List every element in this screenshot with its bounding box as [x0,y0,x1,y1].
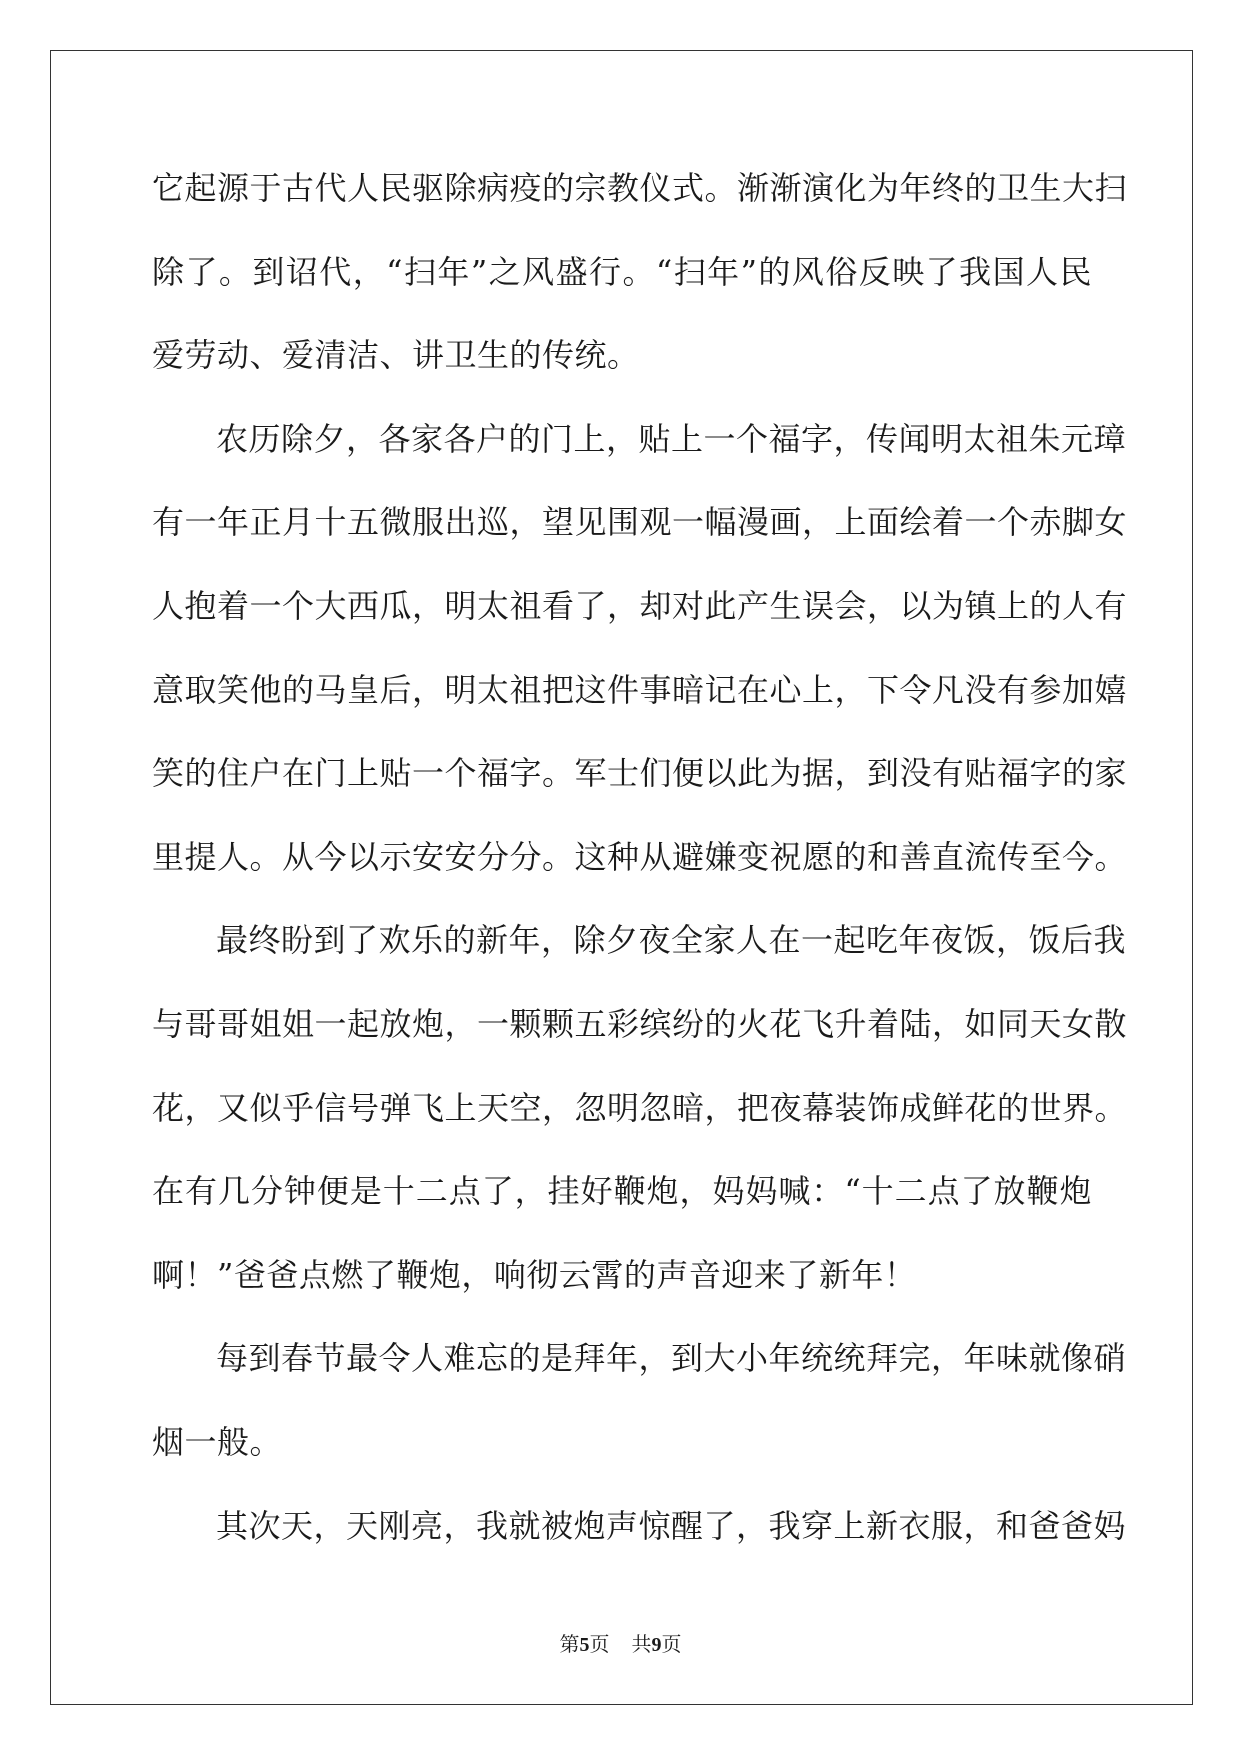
text-line: 在有几分钟便是十二点了，挂好鞭炮，妈妈喊：“十二点了放鞭炮 [152,1172,1092,1211]
total-suffix: 页 [661,1632,682,1656]
text-line: 人抱着一个大西瓜，明太祖看了，却对此产生误会，以为镇上的人有 [152,586,1128,625]
text-line: 每到春节最令人难忘的是拜年，到大小年统统拜完，年味就像硝 [216,1339,1127,1378]
text-line: 与哥哥姐姐一起放炮，一颗颗五彩缤纷的火花飞升着陆，如同天女散 [152,1004,1128,1043]
text-line: 里提人。从今以示安安分分。这种从避嫌变祝愿的和善直流传至今。 [152,837,1128,876]
text-line: 除了。到诏代，“扫年”之风盛行。“扫年”的风俗反映了我国人民 [152,252,1092,291]
total-pages: 9 [651,1634,662,1656]
text-line: 有一年正月十五微服出巡，望见围观一幅漫画，上面绘着一个赤脚女 [152,503,1128,542]
text-line: 其次天，天刚亮，我就被炮声惊醒了，我穿上新衣服，和爸爸妈 [216,1506,1127,1545]
page-prefix: 第 [559,1632,580,1656]
text-line: 最终盼到了欢乐的新年，除夕夜全家人在一起吃年夜饭，饭后我 [216,921,1127,960]
text-line: 啊！”爸爸点燃了鞭炮，响彻云霄的声音迎来了新年！ [152,1255,917,1294]
text-line: 花，又似乎信号弹飞上天空，忽明忽暗，把夜幕装饰成鲜花的世界。 [152,1088,1128,1127]
text-line: 农历除夕，各家各户的门上，贴上一个福字，传闻明太祖朱元璋 [216,419,1127,458]
page-suffix: 页 [589,1632,610,1656]
text-line: 爱劳动、爱清洁、讲卫生的传统。 [152,336,640,375]
page-footer [0,1632,1241,1657]
page-number: 5 [579,1634,590,1656]
text-line: 烟一般。 [152,1422,283,1461]
total-prefix: 共 [631,1632,652,1656]
text-line: 意取笑他的马皇后，明太祖把这件事暗记在心上，下令凡没有参加嬉 [152,670,1128,709]
text-line: 笑的住户在门上贴一个福字。军士们便以此为据，到没有贴福字的家 [152,754,1128,793]
text-line: 它起源于古代人民驱除病疫的宗教仪式。渐渐演化为年终的卫生大扫 [152,169,1128,207]
body-text [152,160,1128,1581]
